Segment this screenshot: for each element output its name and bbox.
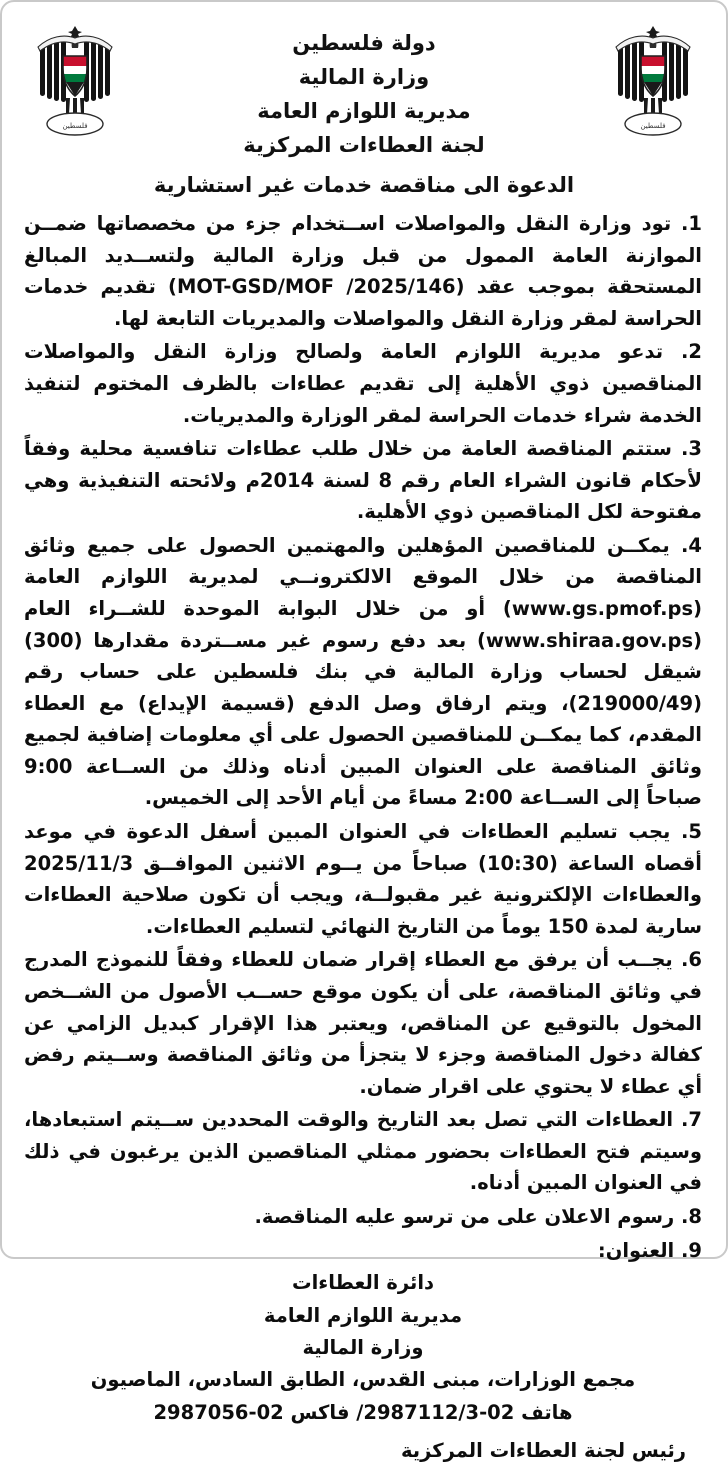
committee-name: لجنة العطاءات المركزية	[243, 133, 485, 158]
clause-item-9: 9. العنوان:	[597, 1238, 702, 1262]
signatory-title: رئيس لجنة العطاءات المركزية	[400, 1438, 686, 1462]
clause-item-1: 1. تود وزارة النقل والمواصلات اســتخدام جزء من مخصصاتها ضمــن الموازنة العامة الممول من قبل وزارة المالية ولتســديد المبالغ المستحقة بموجب عقد (MOT-GSD/MOF /2025/146) تقديم خدمات الحراسة لمقر وزارة النقل والمواصلات والمديريات التابعة لها.	[24, 212, 702, 330]
clause-item-7: 7. العطاءات التي تصل بعد التاريخ والوقت المحددين ســيتم استبعادها، وسيتم فتح العطاءات بحضور ممثلي المناقصين الذين يرغبون في ذلك في العنوان المبين أدناه.	[24, 1108, 702, 1195]
address-ministry: وزارة المالية	[302, 1335, 424, 1359]
signature-block	[24, 1439, 702, 1462]
document-header	[18, 16, 710, 202]
svg-text:فلسطين: فلسطين	[640, 122, 666, 130]
invitation-title: الدعوة الى مناقصة خدمات غير استشارية	[153, 173, 575, 198]
clause-item-2: 2. تدعو مديرية اللوازم العامة ولصالح وزارة النقل والمواصلات المناقصين ذوي الأهلية إلى تقديم عطاءات بالظرف المختوم لتنفيذ الخدمة شراء خدمات الحراسة لمقر الوزارة والمديريات.	[24, 340, 702, 427]
address-street: مجمع الوزارات، مبنى القدس، الطابق السادس، الماصيون	[90, 1368, 636, 1392]
header-title-block	[118, 20, 610, 202]
address-phone-fax: هاتف 02-2987112/3/ فاكس 02-2987056	[153, 1400, 573, 1424]
palestine-coat-of-arms-icon	[610, 20, 696, 148]
clause-item-4: 4. يمكــن للمناقصين المؤهلين والمهتمين الحصول على جميع وثائق المناقصة من خلال الموقع الالكترونــي لمديرية اللوازم العامة (www.gs.pmof.ps) أو من خلال البوابة الموحدة للشــراء العام (www.shiraa.gov.ps) بعد دفع رسوم غير مســتردة مقدارها (300) شيقل لحساب وزارة المالية في بنك فلسطين على حساب رقم (219000/49)، ويتم ارفاق وصل الدفع (قسيمة الإيداع) مع العطاء المقدم، كما يمكــن للمناقصين الحصول على أي معلومات إضافية لجميع وثائق المناقصة على العنوان المبين أدناه وذلك من الســاعة 9:00 صباحاً إلى الســاعة 2:00 مساءً من أيام الأحد إلى الخميس.	[24, 533, 702, 810]
ministry-name: وزارة المالية	[298, 65, 430, 90]
state-name: دولة فلسطين	[292, 31, 436, 55]
clause-item-5: 5. يجب تسليم العطاءات في العنوان المبين أسفل الدعوة في موعد أقصاه الساعة (10:30) صباحاً من يــوم الاثنين الموافــق 2025/11/3 والعطاءات الإلكترونية غير مقبولــة، ويجب أن تكون صلاحية العطاءات سارية لمدة 150 يوماً من التاريخ النهائي لتسليم العطاءات.	[24, 820, 702, 938]
clause-item-6: 6. يجــب أن يرفق مع العطاء إقرار ضمان للعطاء وفقاً للنموذج المدرج في وثائق المناقصة، على أن يكون موقع حســب الأصول من الشــخص المخول بالتوقيع عن المناقص، ويعتبر هذا الإقرار كبديل الزامي عن كفالة دخول المناقصة وجزء لا يتجزأ من وثائق المناقصة وســيتم رفض أي عطاء لا يحتوي على اقرار ضمان.	[24, 948, 702, 1098]
svg-text:فلسطين: فلسطين	[62, 122, 88, 130]
clauses-container	[18, 202, 710, 1462]
directorate-name: مديرية اللوازم العامة	[257, 99, 471, 124]
address-block	[24, 1267, 702, 1429]
address-directorate: مديرية اللوازم العامة	[263, 1303, 463, 1327]
clause-item-8: 8. رسوم الاعلان على من ترسو عليه المناقصة.	[254, 1205, 702, 1228]
palestine-coat-of-arms-icon	[32, 20, 118, 148]
clause-item-3: 3. ستتم المناقصة العامة من خلال طلب عطاءات تنافسية محلية وفقاً لأحكام قانون الشراء العام رقم 8 لسنة 2014م ولائحته التنفيذية وهي مفتوحة لكل المناقصين ذوي الأهلية.	[24, 437, 702, 524]
address-department: دائرة العطاءات	[291, 1271, 435, 1295]
